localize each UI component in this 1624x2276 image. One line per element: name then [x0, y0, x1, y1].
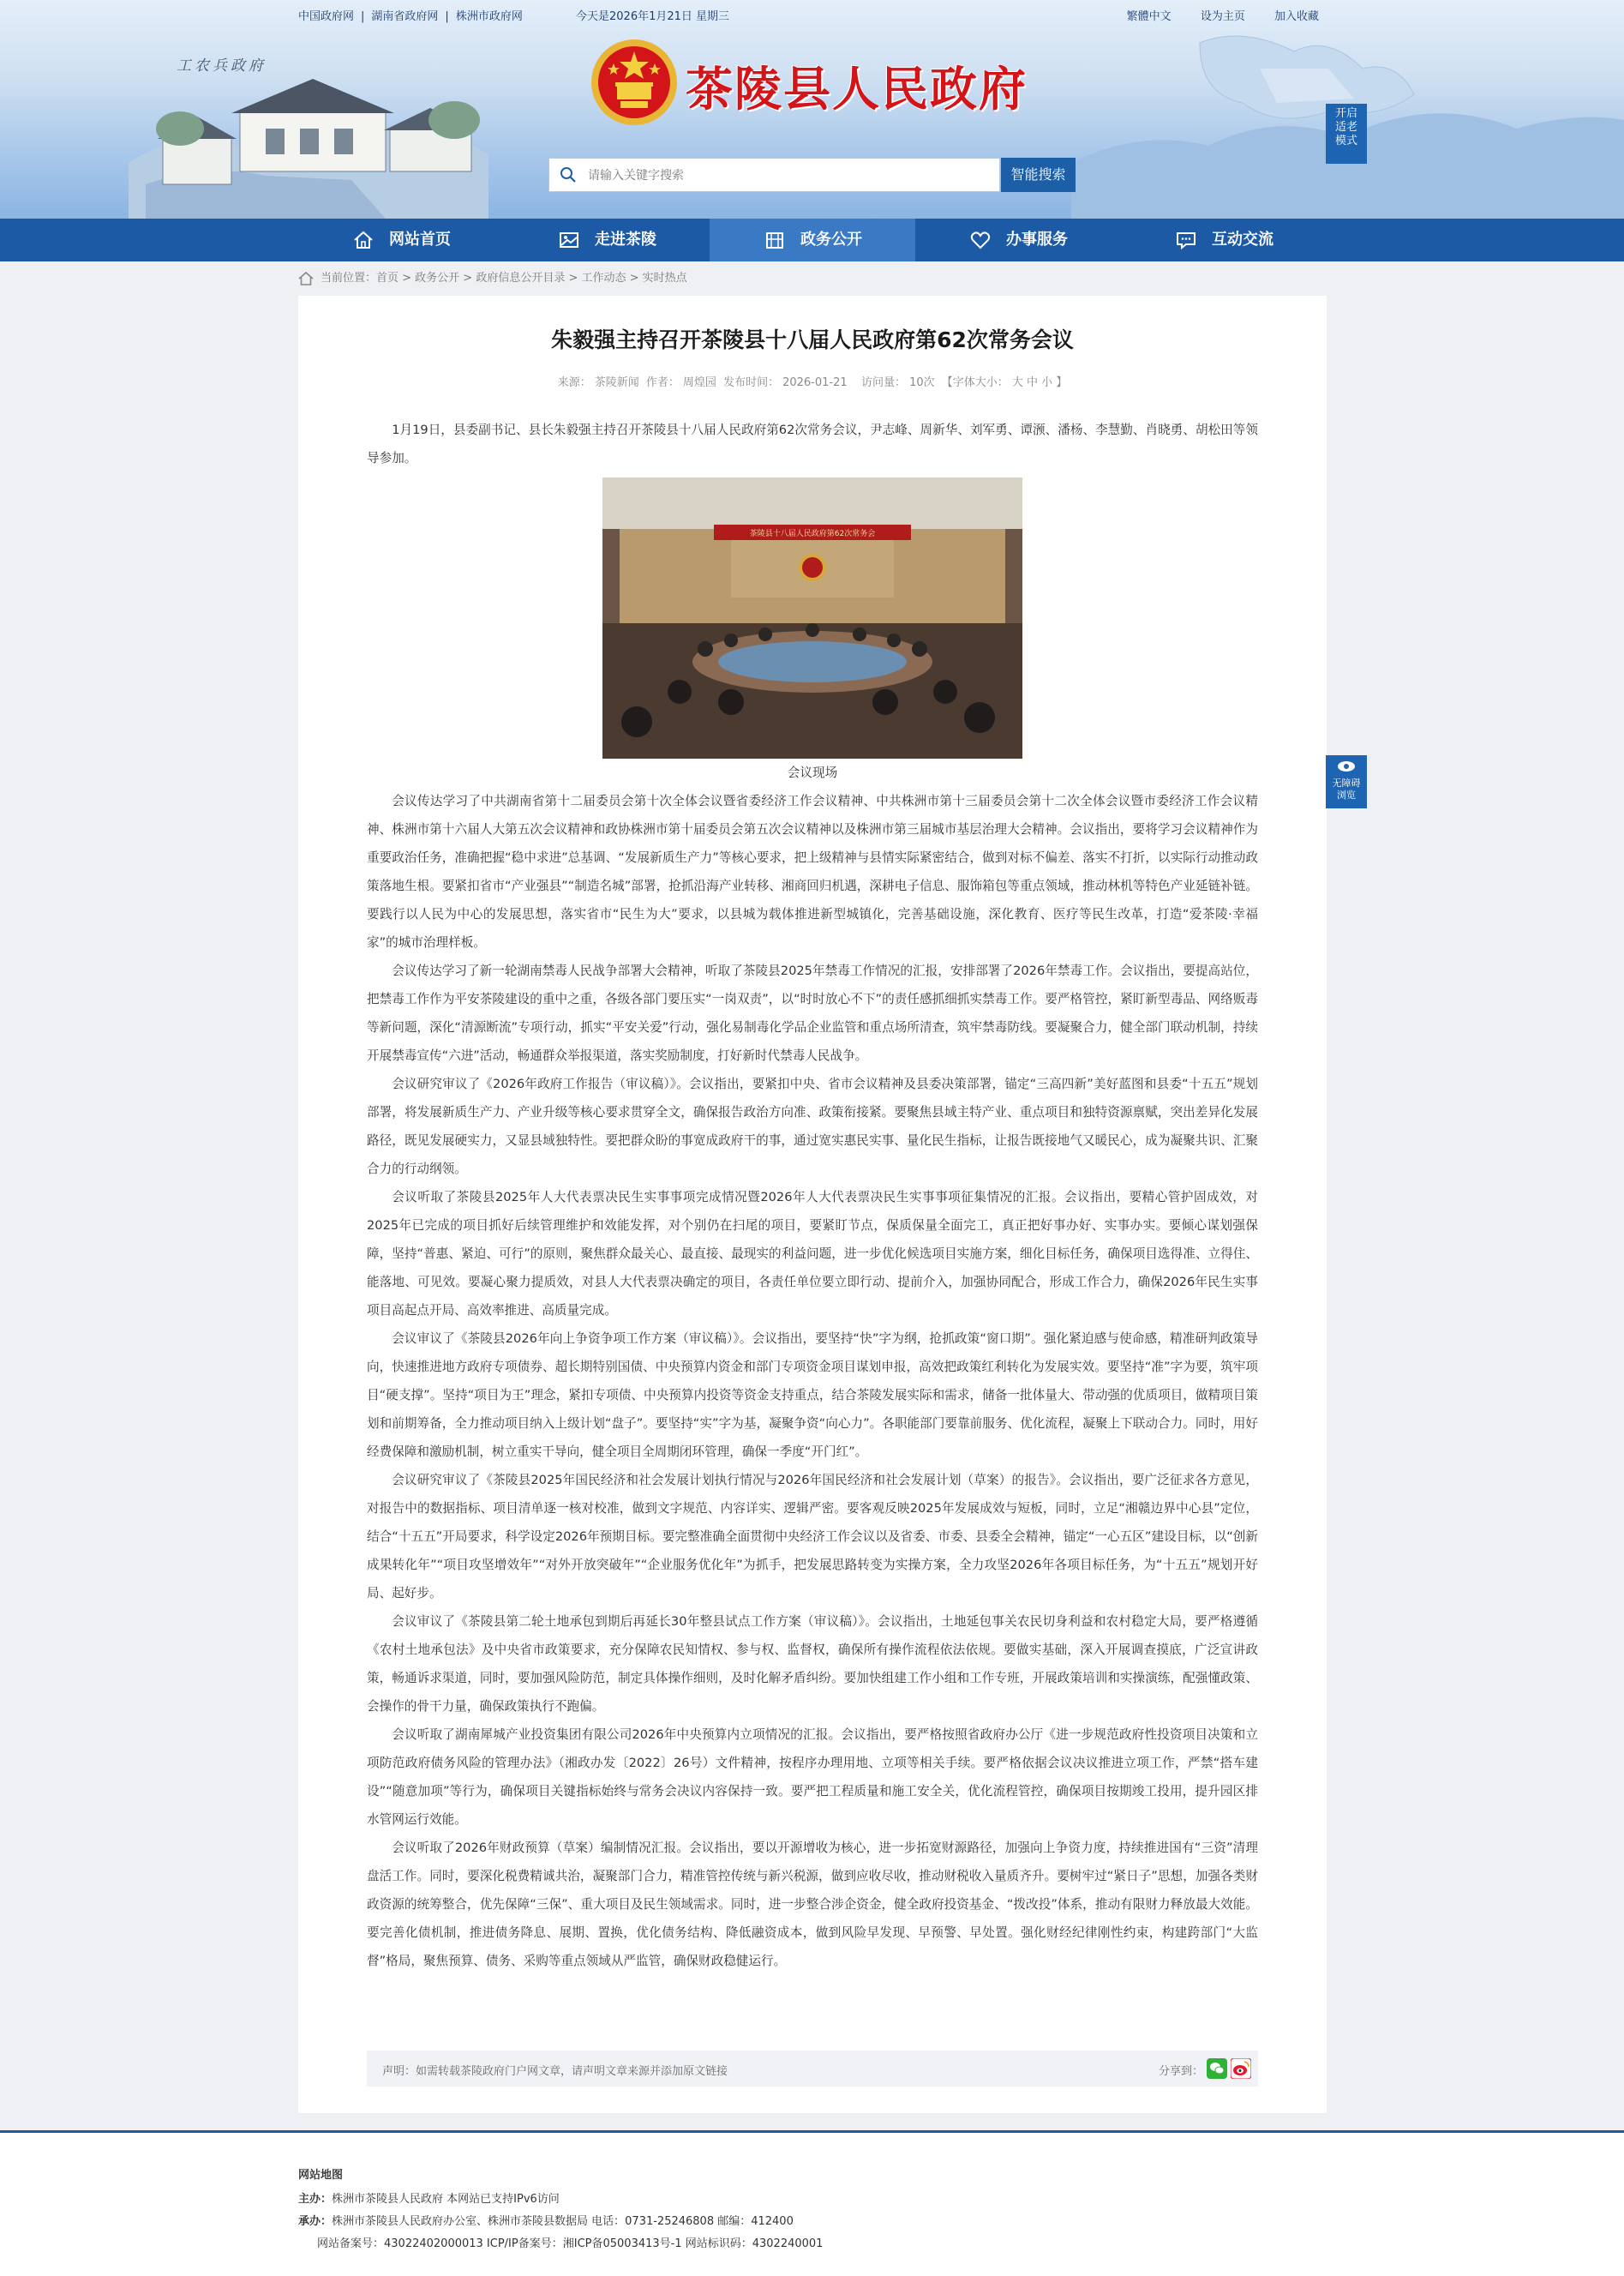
nav-item-services[interactable] [915, 219, 1121, 261]
accessibility-button[interactable] [1326, 755, 1367, 808]
footer-organizer [298, 2212, 794, 2228]
top-right-links [1101, 7, 1319, 23]
smart-search-button[interactable]: 智能搜索 [1001, 158, 1076, 192]
article-paragraph: 会议传达学习了中共湖南省第十二届委员会第十次全体会议暨省委经济工作会议精神、中共株洲市第十三届委员会第十二次全体会议暨市委经济工作会议精神、株洲市第十六届人大第五次会议精神和政协株洲市第十届委员会第五次会议精神以及株洲市第三届城市基层治理大会精神。会议指出，要将学习会议精神作为重要政治任务，准确把握“稳中求进”总基调、“发展新质生产力”等核心要求，把上级精神与县情实际紧密结合，做到对标不偏差、落实不打折，以实际行动推动政策落地生根。要紧扣省市“产业强县”“制造名城”部署，抢抓沿海产业转移、湘商回归机遇，深耕电子信息、服饰箱包等重点领域，推动林机等特色产业延链补链。要践行以人民为中心的发展思想，落实省市“民生为大”要求，以县城为载体推进新型城镇化，完善基础设施，深化教育、医疗等民生改革，打造“爱茶陵·幸福家”的城市治理样板。 [367, 794, 1258, 950]
image-caption: 会议现场 [787, 766, 838, 780]
site-title: 茶陵县人民政府 [686, 62, 1028, 117]
elder-mode-label: 开启适老模式 [1334, 107, 1357, 147]
add-favorites-link[interactable]: 加入收藏 [1273, 10, 1319, 23]
article-body [367, 416, 1258, 1975]
sitemap-link[interactable]: 网站地图 [298, 2169, 344, 2182]
meta-source: 茶陵新闻 [594, 376, 639, 389]
wechat-share-icon[interactable] [1207, 2058, 1227, 2079]
nav-label-services: 办事服务 [1006, 231, 1068, 249]
search-icon [560, 166, 577, 183]
article-paragraph: 会议听取了湖南犀城产业投资集团有限公司2026年中央预算内立项情况的汇报。会议指出，要严格按照省政府办公厅《进一步规范政府性投资项目决策和立项防范政府债务风险的管理办法》（湘政办发〔2022〕26号）文件精神，按程序办理用地、立项等相关手续。要严格依据会议决议推进立项工作，严禁“搭车建设”“随意加项”等行为，确保项目关键指标始终与常务会决议内容保持一致。要严把工程质量和施工安全关，优化流程管控，确保项目按期竣工投用，提升园区排水管网运行效能。 [367, 1727, 1258, 1827]
host-text: 株洲市茶陵县人民政府 本网站已支持IPv6访问 [332, 2193, 560, 2206]
article-paragraph: 会议听取了2026年财政预算（草案）编制情况汇报。会议指出，要以开源增收为核心，进一步拓宽财源路径，加强向上争资力度，持续推进国有“三资”清理盘活工作。同时，要深化税费精诚共治，凝聚部门合力，精准管控传统与新兴税源，做到应收尽收，推动财税收入量质齐升。要树牢过“紧日子”思想，加强各类财政资源的统筹整合，优先保障“三保”、重大项目及民生领域需求。同时，进一步整合涉企资金，健全政府投资基金、“拨改投”体系，推动有限财力释放最大效能。要完善化债机制，推进债务降息、展期、置换，优化债务结构、降低融资成本，做到风险早发现、早预警、早处置。强化财经纪律刚性约束，构建跨部门“大监督”格局，聚焦预算、债务、采购等重点领域从严监管，确保财政稳健运行。 [367, 1841, 1258, 1968]
nav-label-gov-affairs: 政务公开 [800, 231, 862, 249]
footer-host [298, 2189, 560, 2206]
nav-label-chaling: 走进茶陵 [595, 231, 656, 249]
nav-item-home[interactable] [298, 219, 504, 261]
nav-item-gov-affairs[interactable] [710, 219, 915, 261]
article-paragraph: 会议审议了《茶陵县第二轮土地承包到期后再延长30年整县试点工作方案（审议稿）》。会议指出，土地延包事关农民切身利益和农村稳定大局，要严格遵循《农村土地承包法》及中央省市政策要求，充分保障农民知情权、参与权、监督权，确保所有操作流程依法依规。要做实基础，深入开展调查摸底，广泛宣讲政策，畅通诉求渠道，同时，要加强风险防范，制定具体操作细则，及时化解矛盾纠纷。要加快组建工作小组和工作专班，开展政策培训和实操演练，配强懂政策、会操作的骨干力量，确保政策执行不跑偏。 [367, 1614, 1258, 1714]
top-bar [0, 0, 1624, 27]
repost-statement [367, 2051, 1258, 2087]
link-zhuzhou-gov[interactable]: 株洲市政府网 [455, 10, 523, 23]
link-gov-cn[interactable]: 中国政府网 [298, 10, 355, 23]
article-title: 朱毅强主持召开茶陵县十八届人民政府第62次常务会议 [551, 327, 1074, 352]
nav-label-interaction: 互动交流 [1212, 231, 1273, 249]
meta-date-label: 发布时间： [723, 376, 780, 389]
article-paragraph: 会议审议了《茶陵县2026年向上争资争项工作方案（审议稿）》。会议指出，要坚持“快”字为纲，抢抓政策“窗口期”。强化紧迫感与使命感，精准研判政策导向，快速推进地方政府专项债券、超长期特别国债、中央预算内资金和部门专项资金项目谋划申报，高效把政策红利转化为发展实效。要坚持“准”字为要，筑牢项目“硬支撑”。坚持“项目为王”理念，紧扣专项债、中央预算内投资等资金支持重点，结合茶陵发展实际和需求，储备一批体量大、带动强的优质项目，做精项目策划和前期筹备，全力推动项目纳入上级计划“盘子”。要坚持“实”字为基，凝聚争资“向心力”。各职能部门要靠前服务、优化流程，凝聚上下联动合力。同时，用好经费保障和激励机制，树立重实干导向，健全项目全周期闭环管理，确保一季度“开门红”。 [367, 1331, 1258, 1459]
link-hunan-gov[interactable]: 湖南省政府网 [371, 10, 439, 23]
host-label: 主办： [298, 2193, 333, 2206]
nav-item-chaling[interactable] [504, 219, 710, 261]
meta-author: 周煌园 [682, 376, 716, 389]
search-box [548, 158, 1000, 192]
article-paragraph: 1月19日，县委副书记、县长朱毅强主持召开茶陵县十八届人民政府第62次常务会议，尹志峰、周新华、刘军勇、谭滪、潘杨、李慧勤、肖晓勇、胡松田等领导参加。 [367, 423, 1258, 465]
meta-date: 2026-01-21 [782, 376, 848, 389]
breadcrumb-prefix: 当前位置： [321, 272, 377, 285]
heart-icon [970, 231, 991, 249]
main-nav [0, 219, 1624, 261]
building-icon [764, 231, 785, 249]
article-meta [298, 373, 1327, 389]
meta-views: 10次 [909, 376, 935, 389]
current-date: 今天是2026年1月21日 星期三 [576, 10, 730, 23]
site-footer [0, 2130, 1624, 2276]
footer-record: 网站备案号：43022402000013 ICP/IP备案号：湘ICP备05003413号-1 网站标识码：4302240001 [317, 2237, 824, 2250]
article-paragraph: 会议研究审议了《茶陵县2025年国民经济和社会发展计划执行情况与2026年国民经济和社会发展计划（草案）的报告》。会议指出，要广泛征求各方意见，对报告中的数据指标、项目清单逐一核对校准，做到文字规范、内容详实、逻辑严密。要客观反映2025年发展成效与短板，同时，立足“湘赣边界中心县”定位，结合“十五五”开局要求，科学设定2026年预期目标。要完整准确全面贯彻中央经济工作会议以及省委、市委、县委全会精神，锚定“一心五区”建设目标，以“创新成果转化年”“项目攻坚增效年”“对外开放突破年”“企业服务优化年”为抓手，把发展思路转变为实操方案，全力攻坚2026年各项目标任务，为“十五五”规划开好局、起好步。 [367, 1473, 1258, 1600]
accessibility-label: 无障碍浏览 [1332, 778, 1361, 801]
meeting-banner-text: 茶陵县十八届人民政府第62次常务会 [749, 530, 876, 538]
article-paragraph: 会议传达学习了新一轮湖南禁毒人民战争部署大会精神，听取了茶陵县2025年禁毒工作情况的汇报，安排部署了2026年禁毒工作。会议指出，要提高站位，把禁毒工作作为平安茶陵建设的重中之重，各级各部门要压实“一岗双责”，以“时时放心不下”的责任感抓细抓实禁毒工作。要严格管控，紧盯新型毒品、网络贩毒等新问题，深化“清源断流”专项行动，抓实“平安关爱”行动，强化易制毒化学品企业监管和重点场所清查，筑牢禁毒防线。要凝聚合力，健全部门联动机制，持续开展禁毒宣传“六进”活动，畅通群众举报渠道，落实奖励制度，打好新时代禁毒人民战争。 [367, 964, 1258, 1063]
traditional-chinese-link[interactable]: 繁體中文 [1126, 10, 1172, 23]
image-icon [559, 231, 579, 249]
font-size-switch[interactable]: 【字体大小： 大 中 小 】 [941, 376, 1068, 389]
breadcrumb-text [321, 270, 687, 287]
share-label: 分享到： [1158, 2065, 1203, 2078]
statement-text: 声明：如需转载茶陵政府门户网文章，请声明文章来源并添加原文链接 [382, 2065, 728, 2078]
home-icon [298, 272, 314, 285]
meta-author-label: 作者： [645, 376, 680, 389]
external-links: 中国政府网 | 湖南省政府网 | 株洲市政府网 [298, 10, 523, 23]
organizer-text: 株洲市茶陵县人民政府办公室、株洲市茶陵县数据局 电话：0731-25246808 邮编：412400 [332, 2215, 794, 2228]
meta-source-label: 来源： [557, 376, 591, 389]
set-homepage-link[interactable]: 设为主页 [1200, 10, 1245, 23]
chat-icon [1176, 231, 1196, 249]
nav-item-interaction[interactable] [1121, 219, 1327, 261]
organizer-label: 承办： [298, 2215, 333, 2228]
article-paragraph: 会议研究审议了《2026年政府工作报告（审议稿）》。会议指出，要紧扣中央、省市会议精神及县委决策部署，锚定“三高四新”美好蓝图和县委“十五五”规划部署，将发展新质生产力、产业升级等核心要求贯穿全文，确保报告政治方向准、政策衔接紧。要聚焦县域主特产业、重点项目和独特资源禀赋，突出差异化发展路径，既见发展硬实力，又显县域独特性。要把群众盼的事宽成政府干的事，通过宽实惠民实事、量化民生指标，让报告既接地气又暖民心，成为凝聚共识、汇聚合力的行动纲领。 [367, 1077, 1258, 1176]
eye-icon [1337, 760, 1356, 772]
calligraphy-text: 工农兵政府 [177, 57, 267, 75]
elder-mode-button[interactable] [1326, 104, 1367, 164]
article-container [298, 296, 1327, 2113]
home-icon [353, 231, 374, 249]
weibo-share-icon[interactable] [1231, 2058, 1251, 2079]
breadcrumb-path[interactable]: 首页 > 政务公开 > 政府信息公开目录 > 工作动态 > 实时热点 [376, 272, 687, 285]
national-emblem-icon [590, 38, 679, 127]
meta-views-label: 访问量： [861, 376, 907, 389]
meeting-photo [602, 477, 1022, 759]
nav-label-home: 网站首页 [389, 231, 451, 249]
article-paragraph: 会议听取了茶陵县2025年人大代表票决民生实事事项完成情况暨2026年人大代表票决民生实事事项征集情况的汇报。会议指出，要精心管护固成效，对2025年已完成的项目抓好后续管理维护和效能发挥，对个别仍在扫尾的项目，要紧盯节点，保质保量全面完工，真正把好事办好、实事办实。要倾心谋划强保障，坚持“普惠、紧迫、可行”的原则，聚焦群众最关心、最直接、最现实的利益问题，进一步优化候选项目实施方案，细化目标任务，确保项目选得准、立得住、能落地、可见效。要凝心聚力提质效，对县人大代表票决确定的项目，各责任单位要立即行动、提前介入，加强协同配合，形成工作合力，确保2026年民生实事项目高起点开局、高效率推进、高质量完成。 [367, 1190, 1258, 1318]
search-input[interactable] [588, 165, 982, 186]
